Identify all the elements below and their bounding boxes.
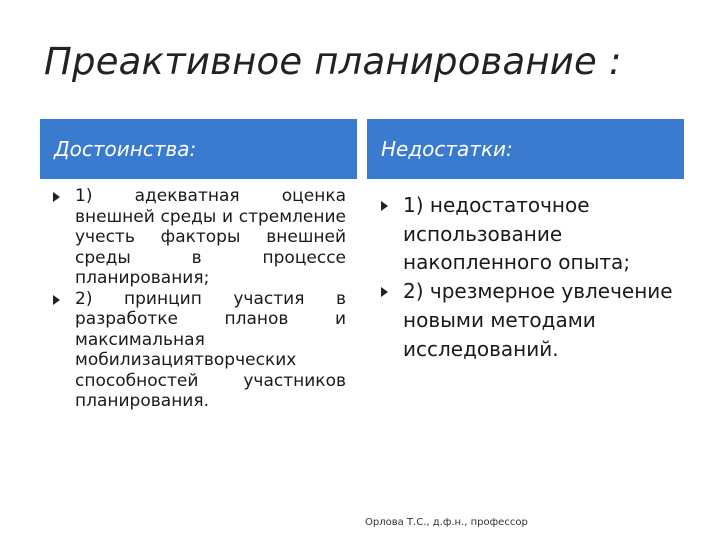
triangle-bullet-icon — [381, 287, 388, 297]
advantages-list — [50, 186, 346, 412]
disadvantages-header-label: Недостатки: — [381, 137, 513, 161]
disadvantage-text: 1) недостаточное использование накопленного опыта; — [403, 193, 631, 275]
list-item — [50, 186, 346, 289]
advantages-header-label: Достоинства: — [54, 137, 197, 161]
advantage-text: 2) принцип участия в разработке планов и максимальная мобилизациятворческих способностей участников планирования. — [75, 288, 346, 411]
triangle-bullet-icon — [381, 201, 388, 211]
slide-title: Преактивное планирование : — [44, 40, 622, 83]
triangle-bullet-icon — [53, 295, 60, 305]
advantages-header — [40, 119, 357, 179]
triangle-bullet-icon — [53, 192, 60, 202]
list-item — [378, 191, 678, 277]
list-item — [50, 289, 346, 412]
disadvantage-text: 2) чрезмерное увлечение новыми методами исследований. — [403, 279, 673, 361]
disadvantages-list — [378, 191, 678, 363]
list-item — [378, 277, 678, 363]
disadvantages-header — [367, 119, 684, 179]
advantage-text: 1) адекватная оценка внешней среды и стремление учесть факторы внешней среды в процессе планирования; — [75, 186, 346, 288]
author-footer: Орлова Т.С., д.ф.н., профессор — [365, 517, 528, 528]
